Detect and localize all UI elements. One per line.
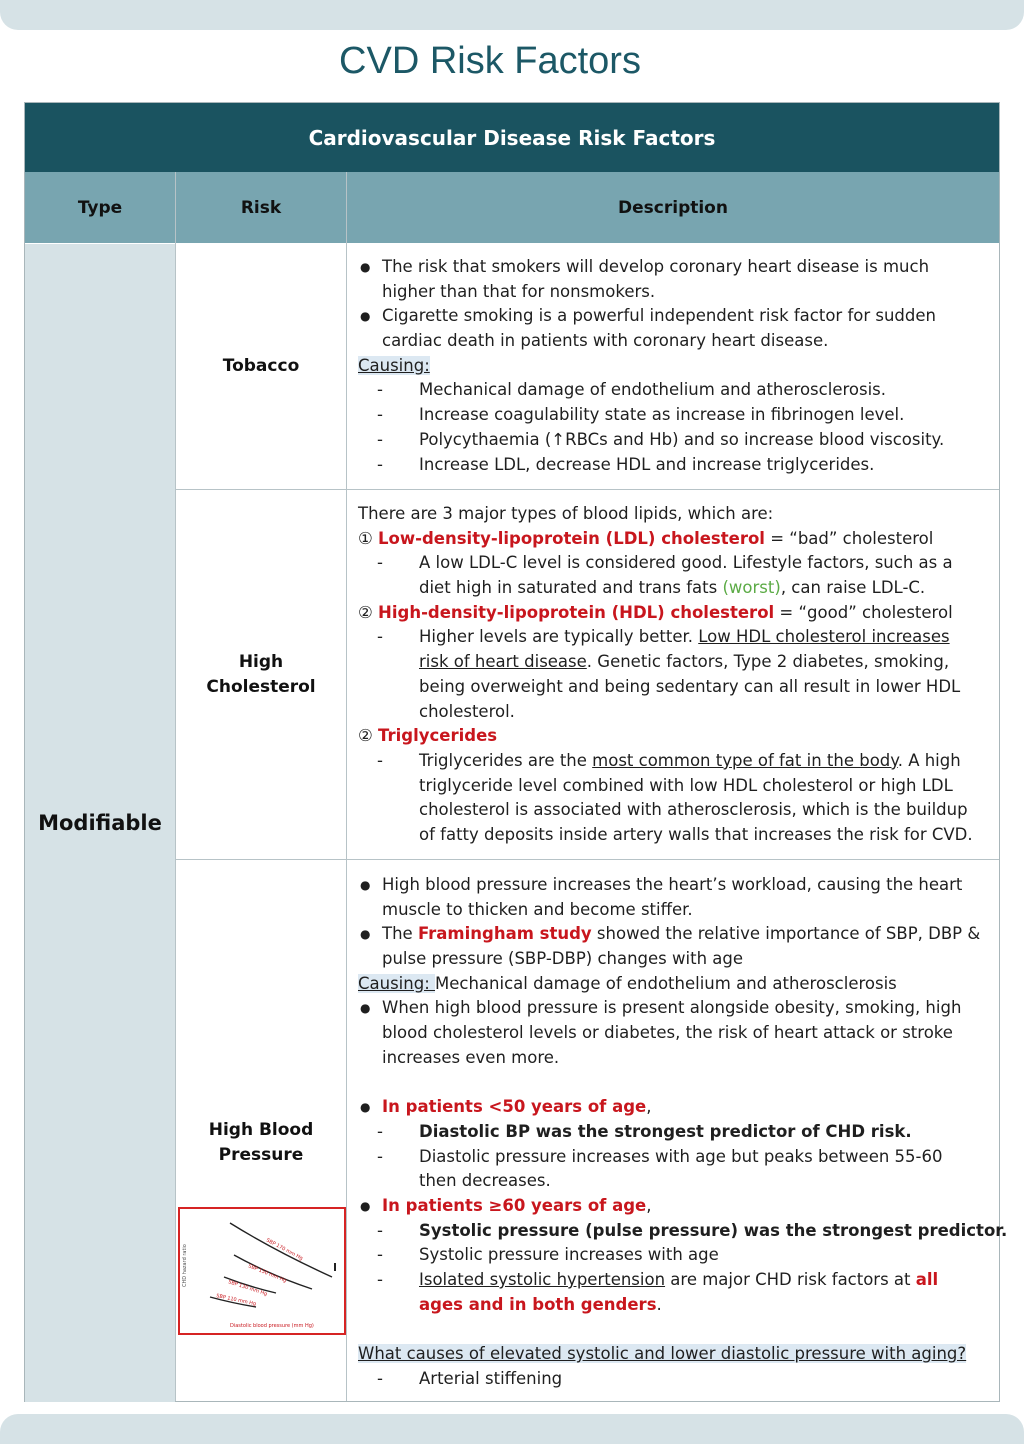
x-axis-label: Diastolic blood pressure (mm Hg) [230,1323,314,1329]
bullet-item: ● Cigarette smoking is a powerful independent risk factor for sudden [358,304,994,329]
dash-item: - Polycythaemia (↑RBCs and Hb) and so increase blood viscosity. [358,428,994,453]
dash-continuation: diet high in saturated and trans fats (worst), can raise LDL-C. [419,578,926,598]
header-risk: Risk [240,197,282,218]
table-header-row [25,172,999,243]
header-description: Description [618,197,728,218]
dash-item: - Systolic pressure increases with age [358,1243,994,1268]
dash-continuation: triglyceride level combined with low HDL cholesterol or high LDL [419,775,953,795]
risk-high-cholesterol: High Cholesterol [206,651,316,697]
dash-item: - Increase coagulability state as increase in fibrinogen level. [358,403,994,428]
series-label-sbp150: SBP 150 mm Hg [247,1263,288,1285]
dash-item: - Isolated systolic hypertension are major CHD risk factors at all [358,1268,994,1293]
spacer [358,1071,994,1096]
ldl-heading: ① Low-density-lipoprotein (LDL) cholesterol = “bad” cholesterol [358,528,934,548]
dash-continuation: cholesterol is associated with atherosclerosis, which is the buildup [419,800,968,820]
causing-label: Causing: [358,355,430,375]
triglycerides-heading: ② Triglycerides [358,726,498,746]
row-divider [176,859,999,860]
tobacco-description [358,255,994,477]
page-title: CVD Risk Factors [339,40,641,82]
dash-continuation: then decreases. [419,1171,551,1191]
bullet-item: ● The risk that smokers will develop coronary heart disease is much [358,255,994,280]
top-decorative-band [0,0,1024,30]
bullet-item: ● The Framingham study showed the relative importance of SBP, DBP & [358,922,994,947]
series-label-sbp110: SBP 110 mm Hg [215,1293,257,1308]
bp-chart [180,1209,344,1333]
bullet-continuation: pulse pressure (SBP-DBP) changes with age [382,949,744,969]
dash-item: - Diastolic BP was the strongest predictor of CHD risk. [358,1120,994,1145]
series-label-sbp170: SBP 170 mm Hg [265,1237,304,1262]
dash-item: - Increase LDL, decrease HDL and increase triglycerides. [358,453,994,478]
hdl-heading: ② High-density-lipoprotein (HDL) cholesterol = “good” cholesterol [358,602,953,622]
dash-item: - Diastolic pressure increases with age but peaks between 55-60 [358,1145,994,1170]
bp-figure [178,1207,346,1335]
dash-item: - Mechanical damage of endothelium and atherosclerosis. [358,378,994,403]
y-axis-label: CHD hazard ratio [182,1244,188,1287]
dash-continuation: ages and in both genders. [419,1294,662,1314]
bullet-item: ● When high blood pressure is present alongside obesity, smoking, high [358,996,994,1021]
bullet-item: ● High blood pressure increases the heart’s workload, causing the heart [358,873,994,898]
bullet-continuation: blood cholesterol levels or diabetes, the risk of heart attack or stroke [382,1023,953,1043]
bp-description [358,873,1008,1391]
dash-continuation: cholesterol. [419,701,515,721]
bottom-decorative-band [0,1414,1024,1444]
bullet-continuation: increases even more. [382,1047,560,1067]
age-over-60-heading: ● In patients ≥60 years of age, [358,1194,994,1219]
column-divider [346,172,347,1401]
dash-item: - A low LDL-C level is considered good. Lifestyle factors, such as a [358,551,994,576]
dash-item: - Higher levels are typically better. Low HDL cholesterol increases [358,625,994,650]
bullet-continuation: higher than that for nonsmokers. [382,281,656,301]
bullet-continuation: cardiac death in patients with coronary heart disease. [382,331,829,351]
risk-high-blood-pressure: High Blood Pressure [208,1120,314,1165]
series-label-sbp130: SBP 130 mm Hg [227,1279,268,1298]
type-modifiable: Modifiable [25,244,175,1402]
dash-continuation: being overweight and being sedentary can all result in lower HDL [419,676,961,696]
dash-item: - Arterial stiffening [358,1367,994,1392]
spacer [358,1317,994,1342]
aging-question: What causes of elevated systolic and lower diastolic pressure with aging? [358,1344,967,1364]
causing-line: Causing: Mechanical damage of endothelium and atherosclerosis [358,973,897,993]
dash-item: - Triglycerides are the most common type of fat in the body. A high [358,749,994,774]
risk-factors-table [24,102,1008,1402]
dash-item: - Systolic pressure (pulse pressure) was the strongest predictor. [358,1219,994,1244]
risk-tobacco: Tobacco [222,356,300,376]
dash-continuation: of fatty deposits inside artery walls that increases the risk for CVD. [419,824,973,844]
header-type: Type [77,197,123,218]
lipids-intro: There are 3 major types of blood lipids, which are: [358,504,774,523]
bullet-continuation: muscle to thicken and become stiffer. [382,899,693,919]
age-under-50-heading: ● In patients <50 years of age, [358,1095,994,1120]
table-banner: Cardiovascular Disease Risk Factors [25,103,999,172]
cholesterol-description [358,502,994,848]
dash-continuation: risk of heart disease. Genetic factors, Type 2 diabetes, smoking, [419,652,950,672]
